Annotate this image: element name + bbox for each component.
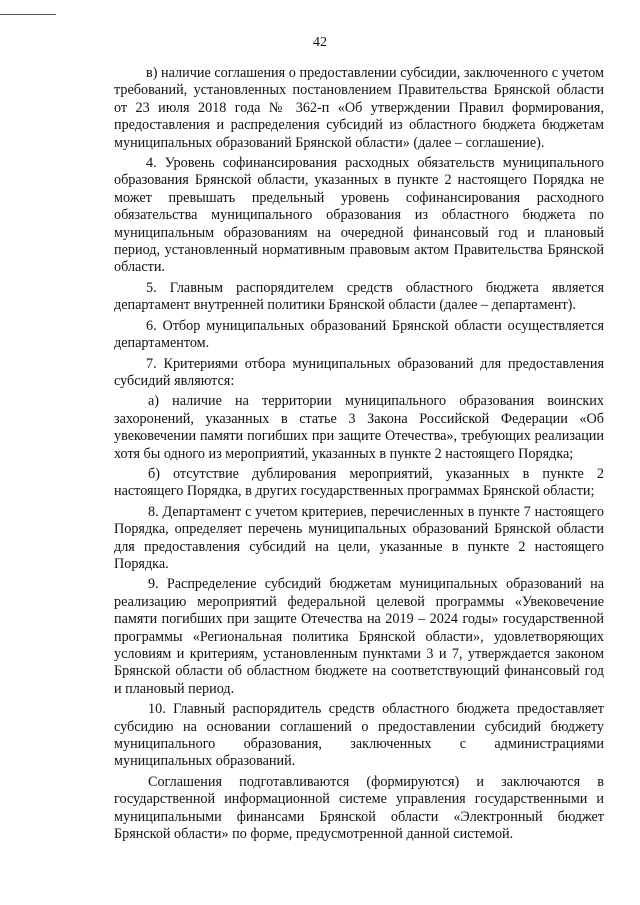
paragraph-7: 7. Критериями отбора муниципальных образований для предоставления субсидий являются: bbox=[114, 355, 604, 389]
document-body bbox=[114, 65, 604, 846]
paragraph-6: 6. Отбор муниципальных образований Брянской области осуществляется департаментом. bbox=[114, 317, 604, 352]
page-number: 42 bbox=[313, 35, 327, 50]
paragraph-8: 8. Департамент с учетом критериев, перечисленных в пункте 7 настоящего Порядка, определяет перечень муниципальных образований Брянской области для предоставления субсидий на цели, указанные в пункте 2 настоящего Порядка. bbox=[114, 503, 604, 572]
paragraph-7b: б) отсутствие дублирования мероприятий, указанных в пункте 2 настоящего Порядка, в других государственных программах Брянской области; bbox=[114, 465, 604, 500]
paragraph-7a: а) наличие на территории муниципального образования воинских захоронений, указанных в статье 3 Закона Российской Федерации «Об увековечении памяти погибших при защите Отечества», требующих реализации хотя бы одного из мероприятий, указанных в пункте 2 настоящего Порядка; bbox=[114, 393, 604, 462]
paragraph-subitem-v: в) наличие соглашения о предоставлении субсидии, заключенного с учетом требований, установленных постановлением Правительства Брянской области от 23 июля 2018 года № 362-п «Об утверждении Правил формирования, предоставления и распределения субсидий из областного бюджета бюджетам муниципальных образований Брянской области» (далее – соглашение). bbox=[114, 65, 604, 151]
paragraph-9: 9. Распределение субсидий бюджетам муниципальных образований на реализацию мероприятий федеральной целевой программы «Увековечение памяти погибших при защите Отечества на 2019 – 2024 годы» государственной программы «Региональная политика Брянской области», удовлетворяющих условиям и критериям, установленным пунктами 3 и 7, утверждается законом Брянской области об областном бюджете на соответствующий финансовый год и плановый период. bbox=[114, 576, 604, 697]
paragraph-agreements: Соглашения подготавливаются (формируются) и заключаются в государственной информационной системе управления государственными и муниципальными финансами Брянской области «Электронный бюджет Брянской области» по форме, предусмотренной данной системой. bbox=[114, 773, 604, 843]
paragraph-4: 4. Уровень софинансирования расходных обязательств муниципального образования Брянской области, указанных в пункте 2 настоящего Порядка не может превышать предельный уровень софинансирования расходного обязательства муниципального образования из областного бюджета по муниципальным образованиям на очередной финансовый год и плановый период, установленный нормативным правовым актом Правительства Брянской области. bbox=[114, 155, 604, 276]
paragraph-10: 10. Главный распорядитель средств областного бюджета предоставляет субсидию на основании соглашений о предоставлении субсидий бюджету муниципального образования, заключенных с администрациями муниципальных образований. bbox=[114, 701, 604, 770]
paragraph-5: 5. Главным распорядителем средств областного бюджета является департамент внутренней политики Брянской области (далее – департамент). bbox=[114, 279, 604, 314]
top-rule bbox=[0, 14, 56, 15]
